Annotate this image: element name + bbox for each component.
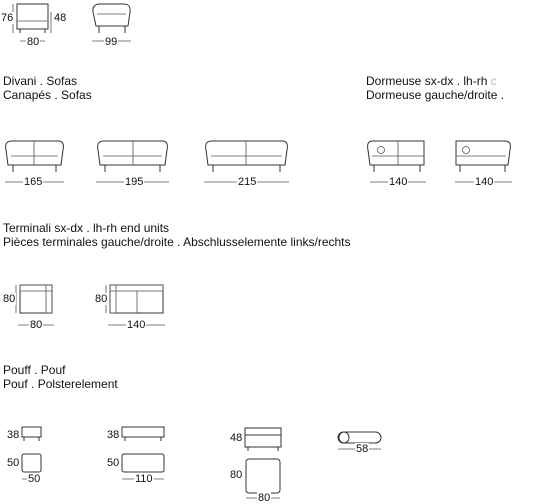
dormeuse-right-width-label: 140 (475, 176, 494, 188)
armchair-depth-label: 99 (105, 36, 118, 48)
pouf-small-height-label: 38 (7, 429, 20, 441)
sofa-195-width-label: 195 (125, 176, 144, 188)
end-unit-80-width-label: 80 (30, 319, 43, 331)
dormeuse-heading-1-faded: c (490, 74, 497, 88)
pouf-square-drawing (245, 428, 281, 498)
pouf-heading-1: Pouff . Pouf (3, 363, 66, 377)
end-unit-80-depth-label: 80 (3, 293, 16, 305)
pouf-square-height-label: 48 (230, 432, 243, 444)
pouf-square-width-label: 80 (258, 492, 271, 504)
pouf-long-depth-label: 50 (107, 457, 120, 469)
end-unit-140-depth-label: 80 (95, 293, 108, 305)
sofa-215-width-label: 215 (238, 176, 257, 188)
pouf-roll-width-label: 58 (356, 443, 369, 455)
dormeuse-heading-2 (366, 88, 504, 102)
pouf-small-drawing (22, 427, 41, 479)
pouf-heading-2: Pouf . Polsterelement (3, 377, 118, 391)
pouf-long-drawing (122, 427, 164, 479)
end-unit-140-width-label: 140 (127, 319, 146, 331)
armchair-width-label: 80 (27, 36, 40, 48)
pouf-small-width-label: 50 (28, 473, 41, 485)
dormeuse-heading-1 (366, 74, 497, 88)
sofas-heading-2: Canapés . Sofas (3, 88, 92, 102)
dormeuse-heading-2-text: Dormeuse gauche/droite . (366, 88, 505, 102)
end-units-heading-1: Terminali sx-dx . lh-rh end units (3, 221, 170, 235)
sofas-heading-1: Divani . Sofas (3, 74, 78, 88)
dormeuse-heading-1-text: Dormeuse sx-dx . lh-rh (366, 74, 488, 88)
dormeuse-left-width-label: 140 (389, 176, 408, 188)
pouf-long-height-label: 38 (107, 429, 120, 441)
pouf-long-width-label: 110 (135, 473, 153, 485)
armchair-seat-height-label: 48 (54, 12, 67, 24)
pouf-small-depth-label: 50 (7, 457, 20, 469)
sofa-165-width-label: 165 (24, 176, 43, 188)
armchair-height-label: 76 (1, 12, 14, 24)
end-units-heading-2: Pièces terminales gauche/droite . Abschlusselemente links/rechts (3, 235, 351, 249)
pouf-square-depth-label: 80 (230, 469, 243, 481)
